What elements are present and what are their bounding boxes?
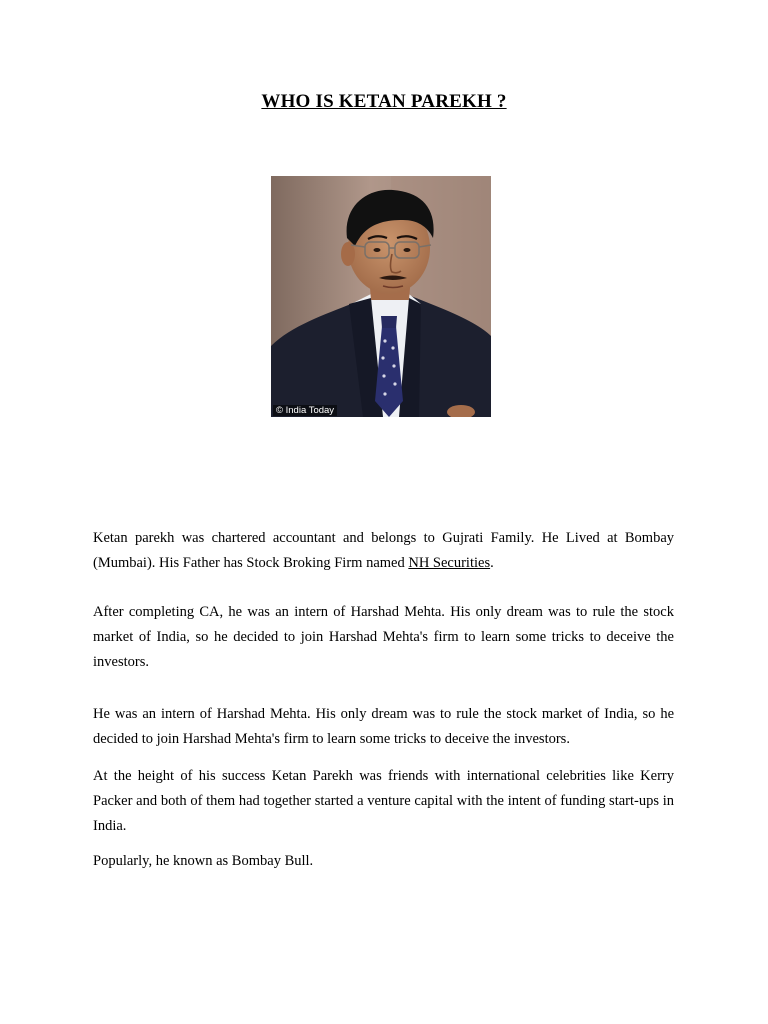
portrait-photo — [271, 176, 491, 417]
paragraph-nickname: Popularly, he known as Bombay Bull. — [93, 853, 314, 869]
paragraph-background — [93, 526, 674, 576]
nh-securities-link[interactable]: NH Securities — [408, 555, 491, 571]
paragraph-after-ca: After completing CA, he was an intern of Harshad Mehta. His only dream was to rule the stock market of India, so he decided to join Harshad Mehta's firm to learn some tricks to deceive the investors. — [93, 604, 674, 670]
paragraph-success: At the height of his success Ketan Parekh was friends with international celebrities like Kerry Packer and both of them had together started a venture capital with the intent of funding start-ups in India. — [93, 768, 674, 834]
photo-caption: © India Today — [273, 405, 337, 416]
paragraph-background-text: Ketan parekh was chartered accountant and belongs to Gujrati Family. He Lived at Bombay (Mumbai). His Father has Stock Broking Firm named — [93, 530, 674, 571]
portrait-illustration — [271, 176, 491, 417]
paragraph-intern: He was an intern of Harshad Mehta. His only dream was to rule the stock market of India, so he decided to join Harshad Mehta's firm to learn some tricks to deceive the investors. — [93, 706, 674, 747]
paragraph-background-end: . — [490, 555, 494, 571]
page-title: WHO IS KETAN PAREKH ? — [261, 91, 507, 112]
